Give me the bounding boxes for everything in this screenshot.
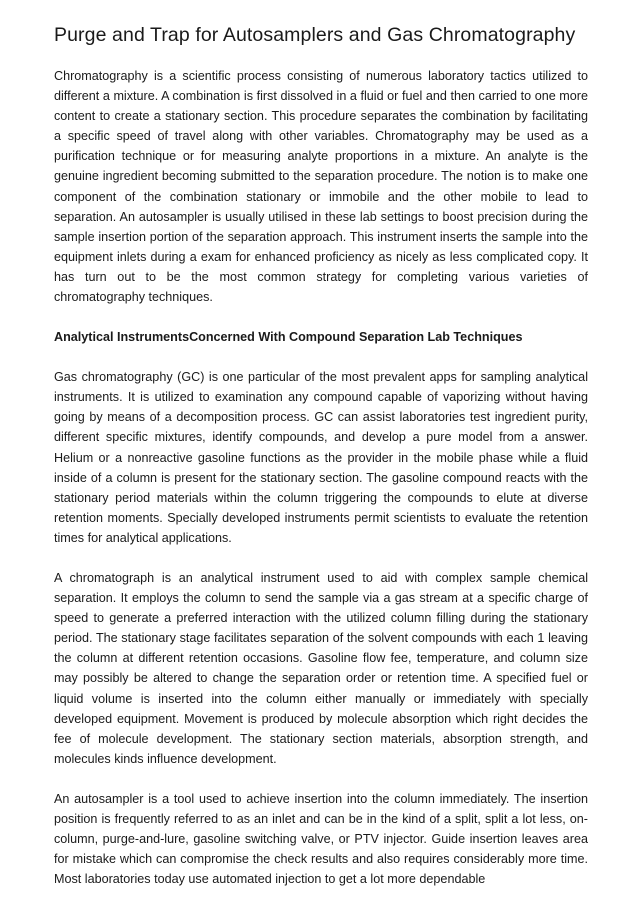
- paragraph-chromatograph: A chromatograph is an analytical instrument used to aid with complex sample chemical separation. It employs the column to send the sample via a gas stream at a specific charge of speed to generate a preferred interaction with the utilized column filling during the stationary period. The stationary stage facilitates separation of the solvent compounds with each 1 leaving the column at different retention occasions. Gasoline flow fee, temperature, and column size may possibly be altered to change the separation order or retention time. A specified fuel or liquid volume is inserted into the column either manually or immediately with specially developed equipment. Movement is produced by molecule absorption which right decides the fee of molecule development. The stationary section materials, absorption strength, and molecules kinds influence development.: [54, 570, 588, 766]
- paragraph-gas-chromatography: Gas chromatography (GC) is one particular of the most prevalent apps for sampling analytical instruments. It is utilized to examination any compound capable of vaporizing without having going by means of a decomposition process. GC can assist laboratories test ingredient purity, different specific mixtures, identify compounds, and develop a pure model from a answer. Helium or a nonreactive gasoline functions as the provider in the mobile phase while a fluid inside of a column is present for the stationary section. The gasoline compound reacts with the stationary period materials within the column triggering the compounds to elute at diverse retention moments. Specially developed instruments permit scientists to evaluate the retention times for analytical applications.: [54, 370, 588, 545]
- paragraph-autosampler: An autosampler is a tool used to achieve insertion into the column immediately. The insertion position is frequently referred to as an inlet and can be in the kind of a split, split a lot less, on-column, purge-and-lure, gasoline switching valve, or PTV injector. Guide insertion leaves area for mistake which can compromise the check results and also requires considerably more time. Most laboratories today use automated injection to get a lot more dependable: [54, 791, 588, 887]
- page-title: Purge and Trap for Autosamplers and Gas Chromatography: [54, 24, 576, 46]
- paragraph-intro: Chromatography is a scientific process consisting of numerous laboratory tactics utilized to different a mixture. A combination is first dissolved in a fluid or fuel and then carried to one more content to create a stationary section. This procedure separates the combination by facilitating a specific speed of travel along with other variables. Chromatography may be used as a purification technique or for measuring analyte proportions in a mixture. An analyte is the genuine ingredient becoming submitted to the separation procedure. The notion is to make one component of the combination stationary or immobile and the other mobile to lead to separation. An autosampler is usually utilised in these lab settings to boost precision during the sample insertion portion of the separation approach. This instrument inserts the sample into the equipment inlets during a exam for enhanced proficiency as nicely as less complicated copy. It has turn out to be the most common strategy for completing various varieties of chromatography techniques.: [54, 69, 588, 305]
- section-heading: Analytical InstrumentsConcerned With Compound Separation Lab Techniques: [54, 330, 523, 345]
- document-page: [54, 22, 588, 909]
